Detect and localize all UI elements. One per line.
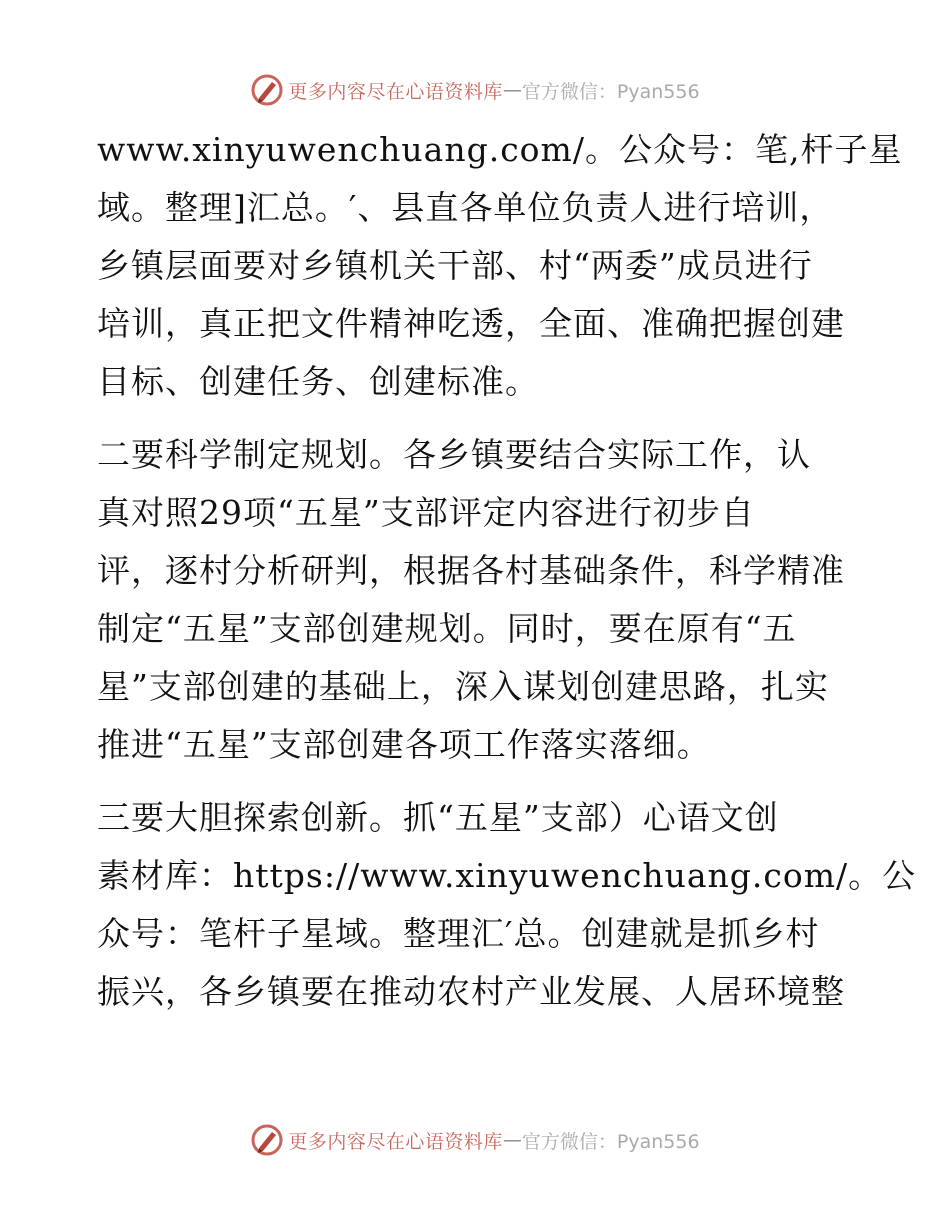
text-line: 振兴，各乡镇要在推动农村产业发展、人居环境整: [97, 972, 845, 1011]
text-line: www.xinyuwenchuang.com/。公众号：笔,杆子星: [97, 130, 903, 169]
banner-text: 更多内容尽在心语资料库: [288, 1130, 503, 1153]
paragraph-3: [97, 789, 917, 1021]
text-line: 目标、创建任务、创建标准。: [97, 362, 539, 401]
pen-circle-logo-icon: [250, 1123, 284, 1157]
banner-separator: —: [502, 79, 522, 101]
text-line: 三要大胆探索创新。抓“五星”支部）心语文创: [97, 798, 779, 837]
text-line: 素材库：https://www.xinyuwenchuang.com/。公: [97, 856, 917, 895]
text-line: 乡镇层面要对乡镇机关干部、村“两委”成员进行: [97, 246, 813, 285]
text-line: 培训，真正把文件精神吃透，全面、准确把握创建: [97, 304, 845, 343]
banner-wechat: 官方微信：Pyan556: [521, 1130, 700, 1153]
paragraph-1: [97, 121, 903, 411]
banner-separator: —: [502, 1129, 522, 1151]
banner-wechat: 官方微信：Pyan556: [521, 80, 700, 103]
text-line: 评，逐村分析研判，根据各村基础条件，科学精准: [97, 551, 845, 590]
document-body: [97, 121, 917, 1021]
header-banner: [0, 70, 950, 110]
text-line: 制定“五星”支部创建规划。同时，要在原有“五: [97, 609, 797, 648]
banner-text: 更多内容尽在心语资料库: [288, 80, 503, 103]
text-line: 推进“五星”支部创建各项工作落实落细。: [97, 725, 711, 764]
pen-circle-logo-icon: [250, 73, 284, 107]
text-line: 星”支部创建的基础上，深入谋划创建思路，扎实: [97, 667, 829, 706]
paragraph-2: [97, 426, 857, 774]
text-line: 众号：笔杆子星域。整理汇′总。创建就是抓乡村: [97, 914, 820, 953]
footer-banner: [0, 1120, 950, 1160]
text-line: 域。整理]汇总。′、县直各单位负责人进行培训，: [97, 188, 834, 227]
text-line: 真对照29项“五星”支部评定内容进行初步自: [97, 493, 755, 532]
text-line: 二要科学制定规划。各乡镇要结合实际工作，认: [97, 435, 811, 474]
